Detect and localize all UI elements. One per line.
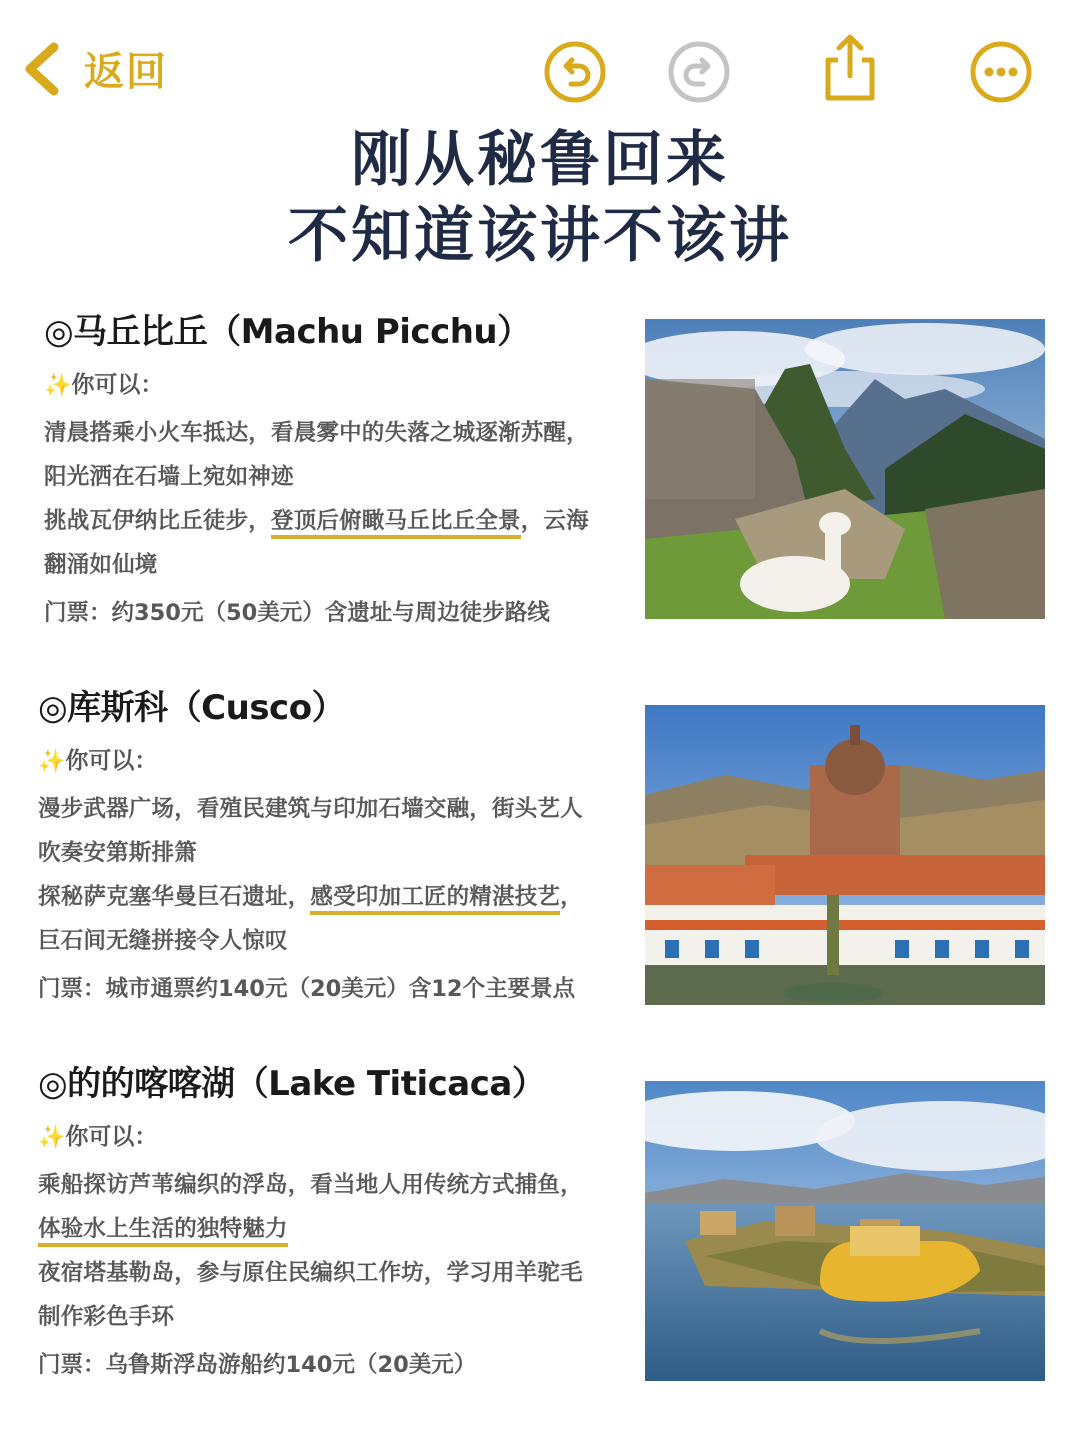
sparkle-icon: ✨ bbox=[44, 373, 72, 398]
text-line: 吹奏安第斯排箫 bbox=[38, 840, 197, 866]
back-button[interactable] bbox=[22, 40, 168, 97]
redo-icon bbox=[667, 40, 731, 104]
section-paragraph bbox=[38, 1163, 658, 1339]
top-bar bbox=[0, 0, 1080, 130]
lake-titicaca-image bbox=[645, 1081, 1045, 1381]
text-line: 夜宿塔基勒岛，参与原住民编织工作坊，学习用羊驼毛 bbox=[38, 1260, 583, 1286]
share-icon bbox=[818, 32, 882, 104]
page-title bbox=[0, 122, 1080, 274]
machu-picchu-photo bbox=[645, 319, 1045, 619]
text-line: 阳光洒在石墙上宛如神迹 bbox=[44, 464, 294, 490]
section-paragraph bbox=[38, 787, 658, 963]
machu-picchu-image bbox=[645, 319, 1045, 619]
title-line-1: 刚从秘鲁回来 bbox=[351, 125, 729, 195]
title-line-2: 不知道该讲不该讲 bbox=[288, 201, 792, 271]
subheading-text: 你可以： bbox=[71, 372, 164, 398]
sparkle-icon: ✨ bbox=[38, 1125, 66, 1150]
cusco-image bbox=[645, 705, 1045, 1005]
section-subheading bbox=[38, 1122, 658, 1153]
ticket-info: 门票：乌鲁斯浮岛游船约140元（20美元） bbox=[38, 1352, 477, 1378]
ticket-info: 门票：城市通票约140元（20美元）含12个主要景点 bbox=[38, 976, 576, 1002]
chevron-left-icon bbox=[22, 41, 62, 97]
highlight-text: 体验水上生活的独特魅力 bbox=[38, 1216, 288, 1247]
undo-button[interactable] bbox=[543, 40, 607, 104]
subheading-text: 你可以： bbox=[65, 1124, 158, 1150]
section-lake-titicaca bbox=[38, 1062, 658, 1385]
section-subheading bbox=[44, 370, 664, 401]
text-line: 制作彩色手环 bbox=[38, 1304, 175, 1330]
text-line: 漫步武器广场，看殖民建筑与印加石墙交融，街头艺人 bbox=[38, 796, 583, 822]
text-run: ， bbox=[560, 884, 583, 910]
text-line bbox=[38, 875, 658, 919]
undo-icon bbox=[543, 40, 607, 104]
section-machu-picchu bbox=[44, 310, 664, 633]
text-run: ，云海 bbox=[520, 508, 589, 534]
text-line: 巨石间无缝拼接令人惊叹 bbox=[38, 928, 288, 954]
more-button[interactable] bbox=[969, 40, 1033, 104]
lake-titicaca-photo bbox=[645, 1081, 1045, 1381]
redo-button[interactable] bbox=[667, 40, 731, 104]
sparkle-icon: ✨ bbox=[38, 749, 66, 774]
section-heading: ◎的的喀喀湖（Lake Titicaca） bbox=[38, 1064, 546, 1104]
text-line bbox=[44, 499, 664, 543]
subheading-text: 你可以： bbox=[65, 748, 158, 774]
section-cusco bbox=[38, 686, 658, 1009]
text-line: 翻涌如仙境 bbox=[44, 552, 158, 578]
text-run: 探秘萨克塞华曼巨石遗址， bbox=[38, 884, 311, 910]
text-line: 乘船探访芦苇编织的浮岛，看当地人用传统方式捕鱼， bbox=[38, 1172, 583, 1198]
text-run: 挑战瓦伊纳比丘徒步， bbox=[44, 508, 272, 534]
text-line: 清晨搭乘小火车抵达，看晨雾中的失落之城逐渐苏醒， bbox=[44, 420, 589, 446]
back-label: 返回 bbox=[84, 49, 168, 95]
section-heading: ◎马丘比丘（Machu Picchu） bbox=[44, 312, 531, 352]
highlight-text: 感受印加工匠的精湛技艺 bbox=[310, 884, 560, 915]
text-line bbox=[38, 1207, 658, 1251]
section-subheading bbox=[38, 746, 658, 777]
share-button[interactable] bbox=[818, 32, 882, 104]
cusco-photo bbox=[645, 705, 1045, 1005]
section-paragraph bbox=[44, 411, 664, 587]
ticket-info: 门票：约350元（50美元）含遗址与周边徒步路线 bbox=[44, 600, 550, 626]
more-icon bbox=[969, 40, 1033, 104]
section-heading: ◎库斯科（Cusco） bbox=[38, 688, 346, 728]
highlight-text: 登顶后俯瞰马丘比丘全景 bbox=[271, 508, 521, 539]
